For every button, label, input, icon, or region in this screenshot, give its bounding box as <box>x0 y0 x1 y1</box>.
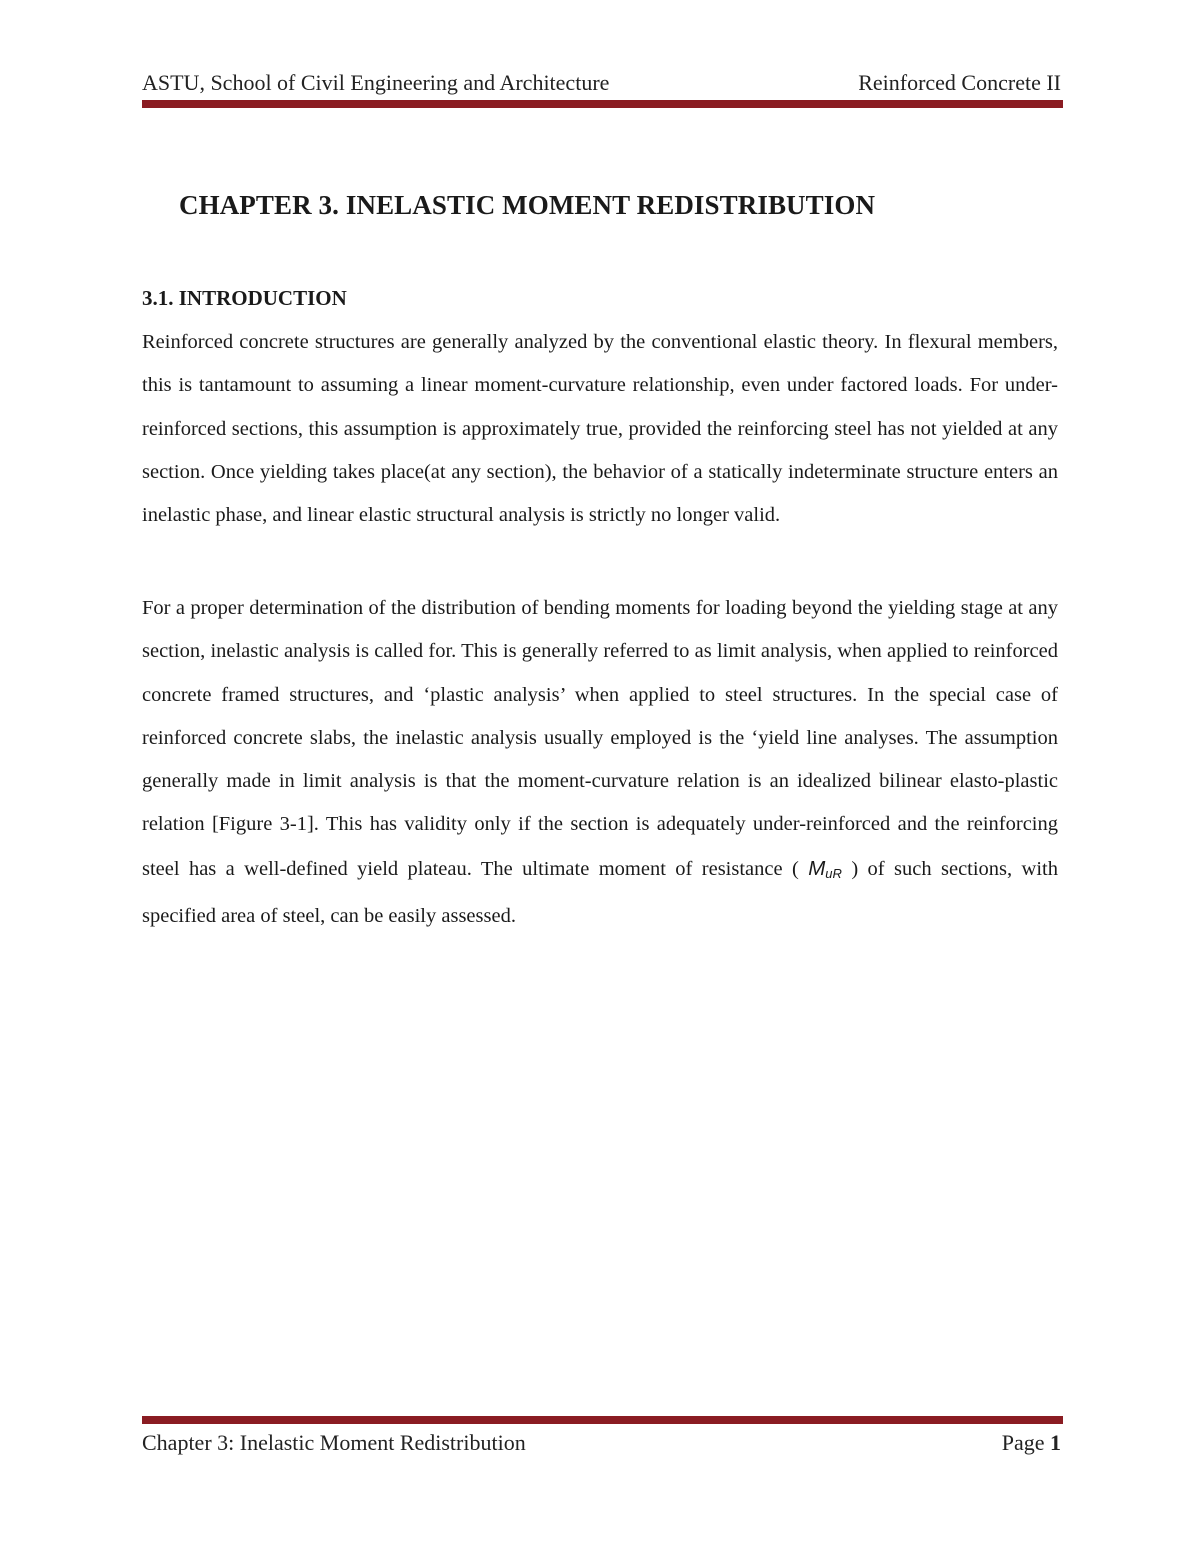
moment-symbol-subscript: uR <box>825 865 842 881</box>
paragraph-2-text-before: For a proper determination of the distribution of bending moments for loading beyond the yielding stage at any section, inelastic analysis is called for. This is generally referred to as limit analysis, when applied to reinforced concrete framed structures, and ‘plastic analysis’ when applied to steel structures. In the special case of reinforced concrete slabs, the inelastic analysis usually employed is the ‘yield line analyses. The assumption generally made in limit analysis is that the moment-curvature relation is an idealized bilinear elasto-plastic relation [Figure 3-1]. This has validity only if the section is adequately under-reinforced and the reinforcing steel has a well-defined yield plateau. The ultimate moment of resistance ( <box>142 597 1058 880</box>
paragraph-2 <box>142 587 1058 938</box>
section-title: 3.1. INTRODUCTION <box>142 286 347 310</box>
page-number <box>1002 1430 1061 1456</box>
moment-symbol <box>808 857 842 880</box>
footer-chapter: Chapter 3: Inelastic Moment Redistribution <box>142 1430 526 1455</box>
paragraph-2-text-after: ) of such sections, with specified area of steel, can be easily assessed. <box>142 857 1059 928</box>
page-footer <box>142 1430 1061 1456</box>
header-rule <box>142 100 1063 108</box>
header-course: Reinforced Concrete II <box>858 70 1061 95</box>
page-header <box>142 70 1061 96</box>
header-institution: ASTU, School of Civil Engineering and Architecture <box>142 70 610 95</box>
moment-symbol-main: M <box>808 856 826 880</box>
page-label: Page <box>1001 1430 1045 1455</box>
chapter-title: CHAPTER 3. INELASTIC MOMENT REDISTRIBUTION <box>179 190 876 220</box>
footer-rule <box>142 1416 1063 1424</box>
paragraph-1: Reinforced concrete structures are generally analyzed by the conventional elastic theory. In flexural members, this is tantamount to assuming a linear moment-curvature relationship, even under factored loads. For under-reinforced sections, this assumption is approximately true, provided the reinforcing steel has not yielded at any section. Once yielding takes place(at any section), the behavior of a statically indeterminate structure enters an inelastic phase, and linear elastic structural analysis is strictly no longer valid. <box>142 331 1058 527</box>
page-number-value: 1 <box>1050 1430 1061 1455</box>
